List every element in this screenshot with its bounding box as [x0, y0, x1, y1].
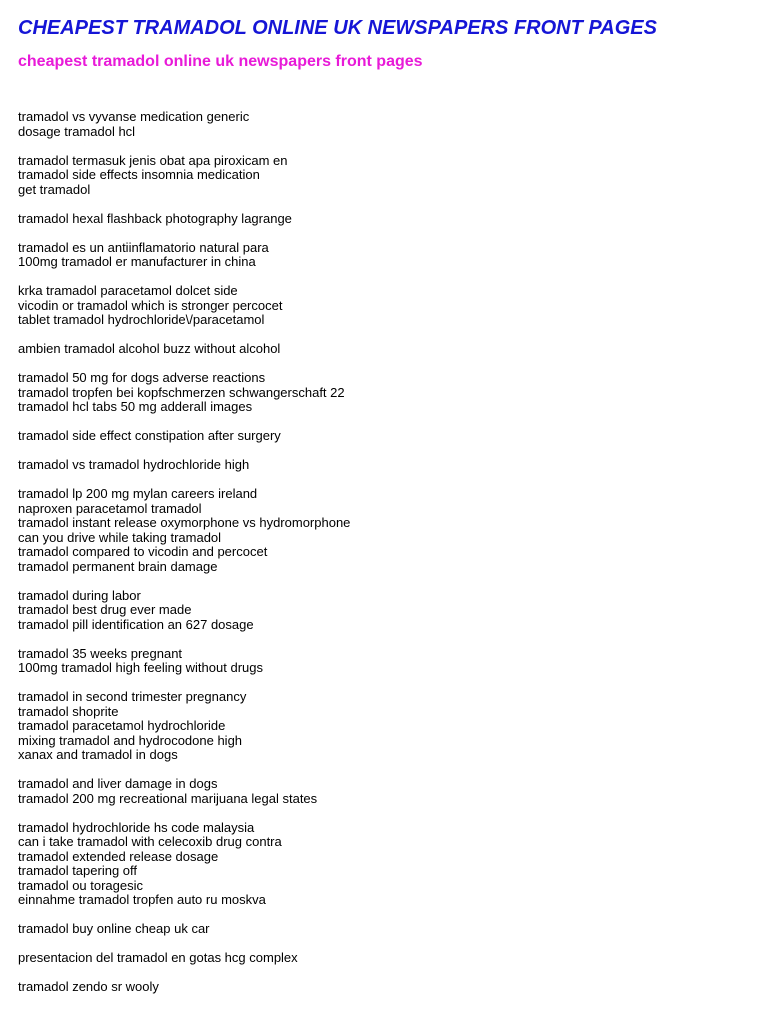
text-line: ambien tramadol alcohol buzz without alcohol — [18, 341, 281, 356]
document-page — [18, 14, 758, 1009]
text-line: tramadol vs vyvanse medication generic — [18, 109, 250, 124]
text-line: naproxen paracetamol tramadol — [18, 500, 202, 516]
page-subtitle: cheapest tramadol online uk newspapers front pages — [18, 53, 423, 70]
text-line: tramadol best drug ever made — [18, 602, 192, 617]
text-line: tramadol tropfen bei kopfschmerzen schwangerschaft 22 — [18, 384, 345, 400]
text-line: tramadol hexal flashback photography lagrange — [18, 210, 292, 226]
text-line: tramadol termasuk jenis obat apa piroxicam en — [18, 152, 288, 168]
text-line: tramadol ou toragesic — [18, 877, 144, 893]
text-paragraph — [18, 284, 758, 328]
text-paragraph — [18, 429, 758, 444]
document-body — [18, 110, 758, 995]
text-line: mixing tramadol and hydrocodone high — [18, 732, 243, 748]
text-line: einnahme tramadol tropfen auto ru moskva — [18, 892, 266, 907]
text-paragraph — [18, 647, 758, 676]
text-line: presentacion del tramadol en gotas hcg complex — [18, 950, 298, 965]
text-line: tramadol permanent brain damage — [18, 558, 218, 574]
text-line: tramadol paracetamol hydrochloride — [18, 718, 226, 733]
text-paragraph — [18, 951, 758, 966]
text-paragraph — [18, 212, 758, 227]
text-line: tramadol during labor — [18, 587, 141, 603]
text-line: tramadol and liver damage in dogs — [18, 776, 218, 791]
text-line: tramadol 200 mg recreational marijuana legal states — [18, 790, 318, 806]
text-line: can i take tramadol with celecoxib drug contra — [18, 834, 282, 849]
text-line: tramadol zendo sr wooly — [18, 979, 159, 994]
text-paragraph — [18, 690, 758, 763]
text-paragraph — [18, 241, 758, 270]
text-line: tramadol buy online cheap uk car — [18, 921, 210, 936]
text-line: tramadol tapering off — [18, 863, 137, 878]
text-line: tablet tramadol hydrochloride\/paracetamol — [18, 312, 265, 327]
text-line: get tramadol — [18, 181, 91, 197]
text-paragraph — [18, 154, 758, 198]
text-line: tramadol extended release dosage — [18, 848, 219, 864]
text-line: tramadol vs tramadol hydrochloride high — [18, 457, 250, 472]
text-line: tramadol lp 200 mg mylan careers ireland — [18, 486, 258, 501]
text-paragraph — [18, 821, 758, 908]
text-line: tramadol shoprite — [18, 703, 119, 719]
text-paragraph — [18, 777, 758, 806]
text-line: tramadol instant release oxymorphone vs hydromorphone — [18, 515, 351, 530]
text-line: vicodin or tramadol which is stronger percocet — [18, 297, 283, 313]
text-line: tramadol hydrochloride hs code malaysia — [18, 819, 255, 835]
text-paragraph — [18, 589, 758, 633]
text-line: can you drive while taking tramadol — [18, 529, 222, 545]
text-line: krka tramadol paracetamol dolcet side — [18, 283, 238, 298]
text-line: 100mg tramadol high feeling without drugs — [18, 660, 263, 675]
text-line: 100mg tramadol er manufacturer in china — [18, 254, 256, 269]
text-paragraph — [18, 458, 758, 473]
text-paragraph — [18, 980, 758, 995]
text-line: tramadol 35 weeks pregnant — [18, 645, 183, 661]
text-line: dosage tramadol hcl — [18, 123, 136, 139]
text-paragraph — [18, 342, 758, 357]
text-line: tramadol pill identification an 627 dosage — [18, 616, 254, 632]
text-line: tramadol es un antiinflamatorio natural para — [18, 239, 269, 255]
text-line: tramadol side effect constipation after surgery — [18, 428, 281, 443]
text-paragraph — [18, 110, 758, 139]
text-line: tramadol hcl tabs 50 mg adderall images — [18, 399, 253, 414]
text-line: tramadol 50 mg for dogs adverse reactions — [18, 370, 266, 385]
text-line: tramadol compared to vicodin and percocet — [18, 544, 268, 559]
text-line: tramadol side effects insomnia medication — [18, 167, 260, 182]
text-paragraph — [18, 371, 758, 415]
page-title: CHEAPEST TRAMADOL ONLINE UK NEWSPAPERS FRONT PAGES — [18, 17, 657, 39]
text-line: tramadol in second trimester pregnancy — [18, 689, 247, 704]
text-paragraph — [18, 487, 758, 574]
text-line: xanax and tramadol in dogs — [18, 747, 178, 762]
text-paragraph — [18, 922, 758, 937]
